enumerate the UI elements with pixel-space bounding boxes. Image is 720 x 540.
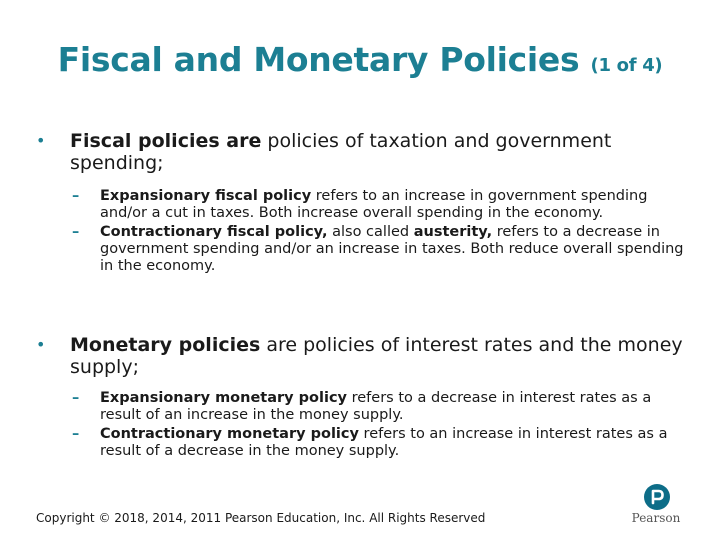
sub-dash: – (72, 390, 80, 406)
fiscal-bullet (36, 130, 686, 174)
fiscal-sub-expansionary (36, 188, 686, 222)
fiscal-lead: Fiscal policies are (70, 130, 262, 152)
expansionary-monetary-text: refers to a decrease in interest rates as a result of an increase in the money supply. (100, 390, 652, 423)
monetary-text: are policies of interest rates and the money supply; (70, 334, 683, 378)
pearson-logo (626, 484, 686, 528)
contractionary-fiscal-text-b: refers to a decrease in government spending and/or an increase in taxes. Both reduce overall spending in the economy. (100, 224, 684, 274)
fiscal-text: policies of taxation and government spending; (70, 130, 612, 174)
fiscal-sub-contractionary (36, 224, 686, 275)
expansionary-monetary-term: Expansionary monetary policy (100, 390, 347, 406)
monetary-bullet (36, 334, 686, 378)
contractionary-monetary-term: Contractionary monetary policy (100, 426, 359, 442)
sub-dash: – (72, 188, 80, 204)
contractionary-monetary-text: refers to an increase in interest rates as a result of a decrease in the money supply. (100, 426, 668, 459)
title-part-indicator: (1 of 4) (590, 55, 663, 76)
sub-dash: – (72, 426, 80, 442)
contractionary-fiscal-text-a: also called (327, 224, 414, 240)
pearson-p-logo-icon (644, 484, 670, 510)
bullet-dot: • (36, 335, 46, 354)
monetary-lead: Monetary policies (70, 334, 261, 356)
contractionary-fiscal-term: Contractionary fiscal policy, (100, 224, 328, 240)
copyright-footer: Copyright © 2018, 2014, 2011 Pearson Education, Inc. All Rights Reserved (36, 511, 486, 525)
title-main: Fiscal and Monetary Policies (57, 40, 580, 79)
expansionary-fiscal-term: Expansionary fiscal policy (100, 188, 312, 204)
expansionary-fiscal-text: refers to an increase in government spending and/or a cut in taxes. Both increase overall spending in the economy. (100, 188, 648, 221)
monetary-section (36, 334, 686, 460)
pearson-wordmark: Pearson (631, 511, 681, 525)
fiscal-section (36, 130, 686, 275)
slide-title (0, 40, 720, 79)
sub-dash: – (72, 224, 80, 240)
bullet-dot: • (36, 131, 46, 150)
monetary-sub-expansionary (36, 390, 686, 424)
monetary-sub-contractionary (36, 426, 686, 460)
austerity-term: austerity, (413, 224, 493, 240)
